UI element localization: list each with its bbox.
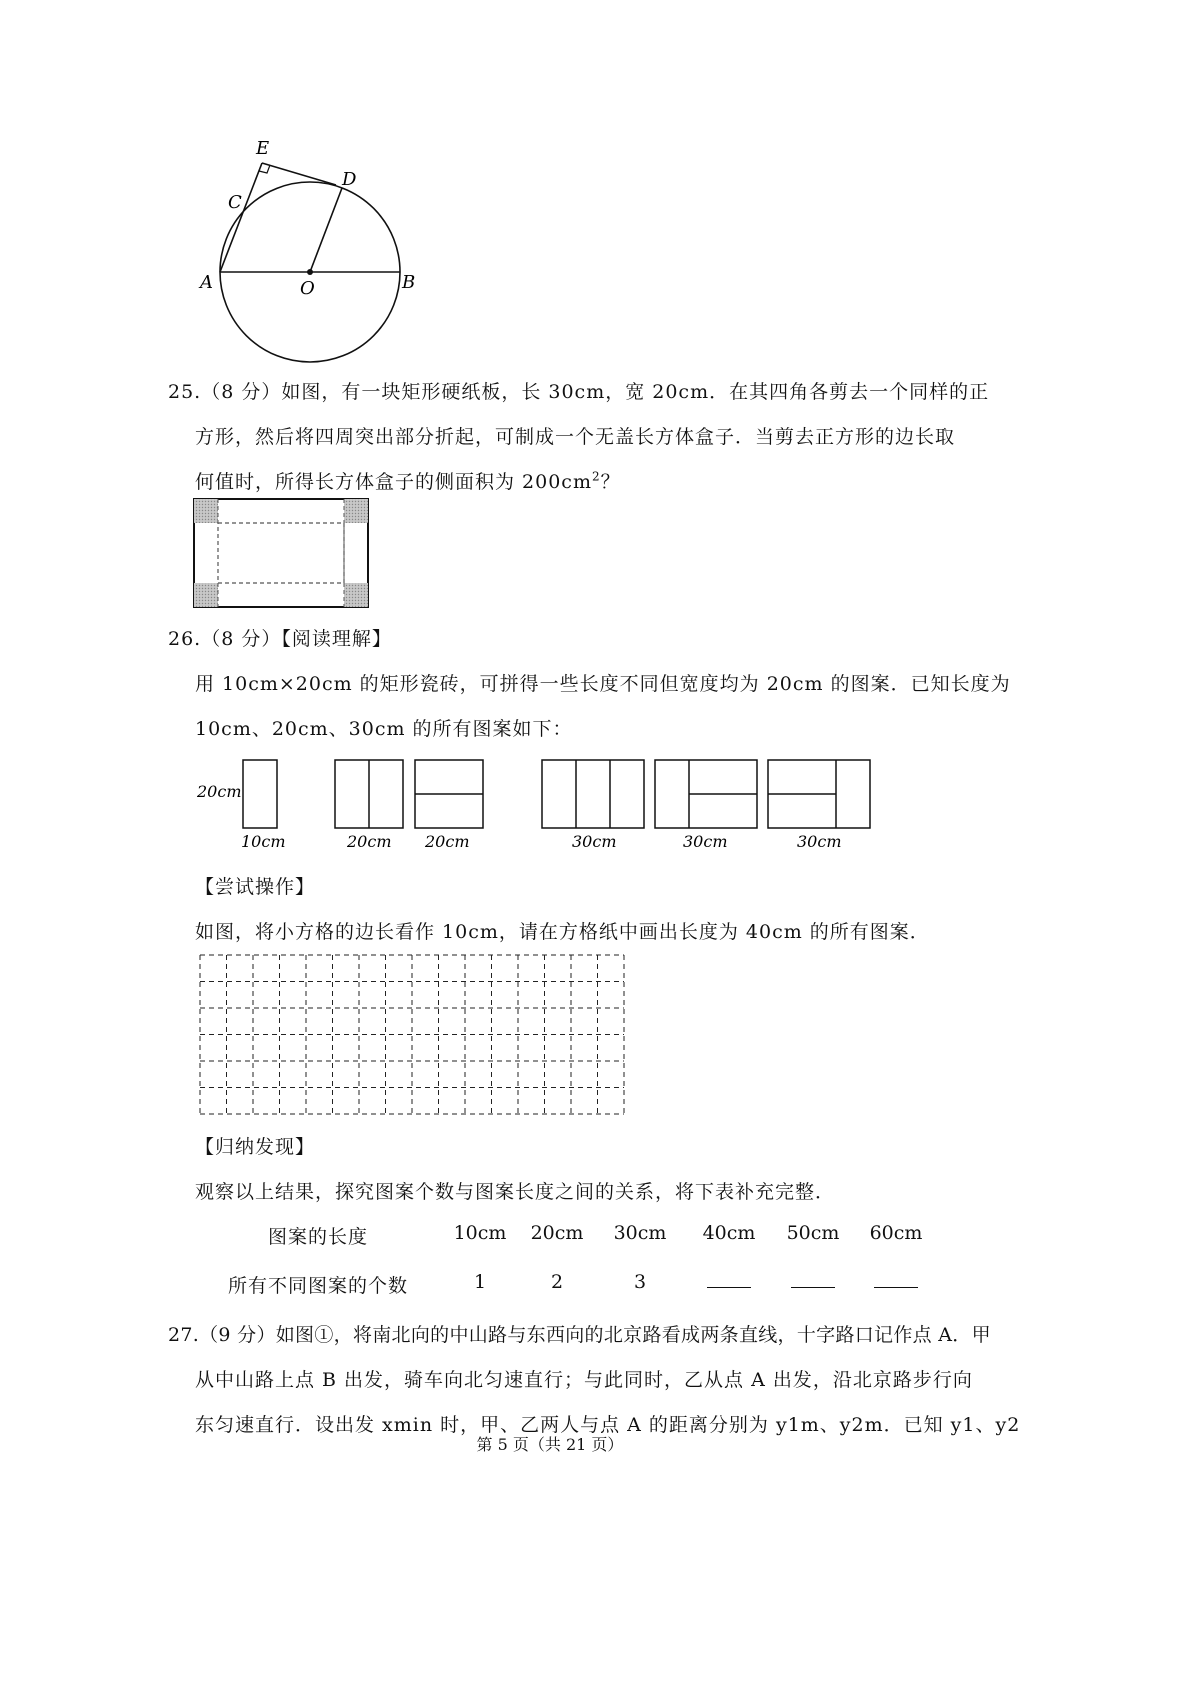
table-blank-60[interactable] [856,1271,936,1293]
q25-line3-sup: 2 [591,469,601,484]
q27-line1: 27.（9 分）如图①，将南北向的中山路与东西向的北京路看成两条直线，十字路口记作点 A．甲 [168,1324,991,1346]
try-operation-text: 如图，将小方格的边长看作 10cm，请在方格纸中画出长度为 40cm 的所有图案． [195,921,930,943]
table-count-20: 2 [550,1271,564,1293]
label-B: B [402,272,416,293]
q26-paragraph-1: 用 10cm×20cm 的矩形瓷砖，可拼得一些长度不同但宽度均为 20cm 的图案．已知长度为 [195,673,1011,695]
table-count-10: 1 [473,1271,487,1293]
q26-paragraph-2: 10cm、20cm、30cm 的所有图案如下： [195,718,573,740]
tile-patterns-figure [195,755,885,855]
answer-blank[interactable] [791,1273,835,1288]
page-footer: 第 5 页（共 21 页） [476,1435,624,1454]
table-len-40: 40cm [702,1222,756,1244]
table-len-30: 30cm [613,1222,667,1244]
label-A: A [200,272,213,293]
fig-label-20cm-a: 20cm [347,832,392,851]
answer-blank[interactable] [874,1273,918,1288]
fig-label-height: 20cm [197,782,242,801]
fig-label-20cm-b: 20cm [425,832,470,851]
grid-paper [198,953,628,1117]
table-row1-head: 图案的长度 [268,1226,369,1248]
table-blank-50[interactable] [773,1271,853,1293]
fig-label-30cm-a: 30cm [572,832,617,851]
label-O: O [300,278,315,299]
fig-label-30cm-c: 30cm [797,832,842,851]
cardboard-figure [192,497,372,609]
q27-line3: 东匀速直行．设出发 xmin 时，甲、乙两人与点 A 的距离分别为 y1m、y2m．已知 y1、y2 [195,1414,1021,1436]
label-D: D [342,169,357,190]
q25-line1: 25.（8 分）如图，有一块矩形硬纸板，长 30cm，宽 20cm．在其四角各剪去一个同样的正 [168,381,990,403]
try-operation-header: 【尝试操作】 [195,876,316,898]
summary-header: 【归纳发现】 [195,1136,316,1158]
table-len-20: 20cm [530,1222,584,1244]
table-blank-40[interactable] [689,1271,769,1293]
table-row2-head: 所有不同图案的个数 [228,1275,409,1297]
q25-line3-text: 何值时，所得长方体盒子的侧面积为 200cm [195,471,592,493]
table-len-10: 10cm [453,1222,507,1244]
q25-line2: 方形，然后将四周突出部分折起，可制成一个无盖长方体盒子．当剪去正方形的边长取 [195,426,956,448]
table-len-60: 60cm [869,1222,923,1244]
circle-figure [190,130,450,370]
q25-line3 [195,467,621,494]
table-len-50: 50cm [786,1222,840,1244]
summary-text: 观察以上结果，探究图案个数与图案长度之间的关系，将下表补充完整． [195,1181,836,1203]
label-C: C [228,192,242,213]
answer-blank[interactable] [707,1273,751,1288]
fig-label-30cm-b: 30cm [683,832,728,851]
q25-line3-end: ？ [600,471,621,493]
q26-header: 26.（8 分）【阅读理解】 [168,628,392,650]
table-count-30: 3 [633,1271,647,1293]
fig-label-10cm: 10cm [241,832,286,851]
label-E: E [256,138,270,159]
q27-line2: 从中山路上点 B 出发，骑车向北匀速直行；与此同时，乙从点 A 出发，沿北京路步行向 [195,1369,973,1391]
